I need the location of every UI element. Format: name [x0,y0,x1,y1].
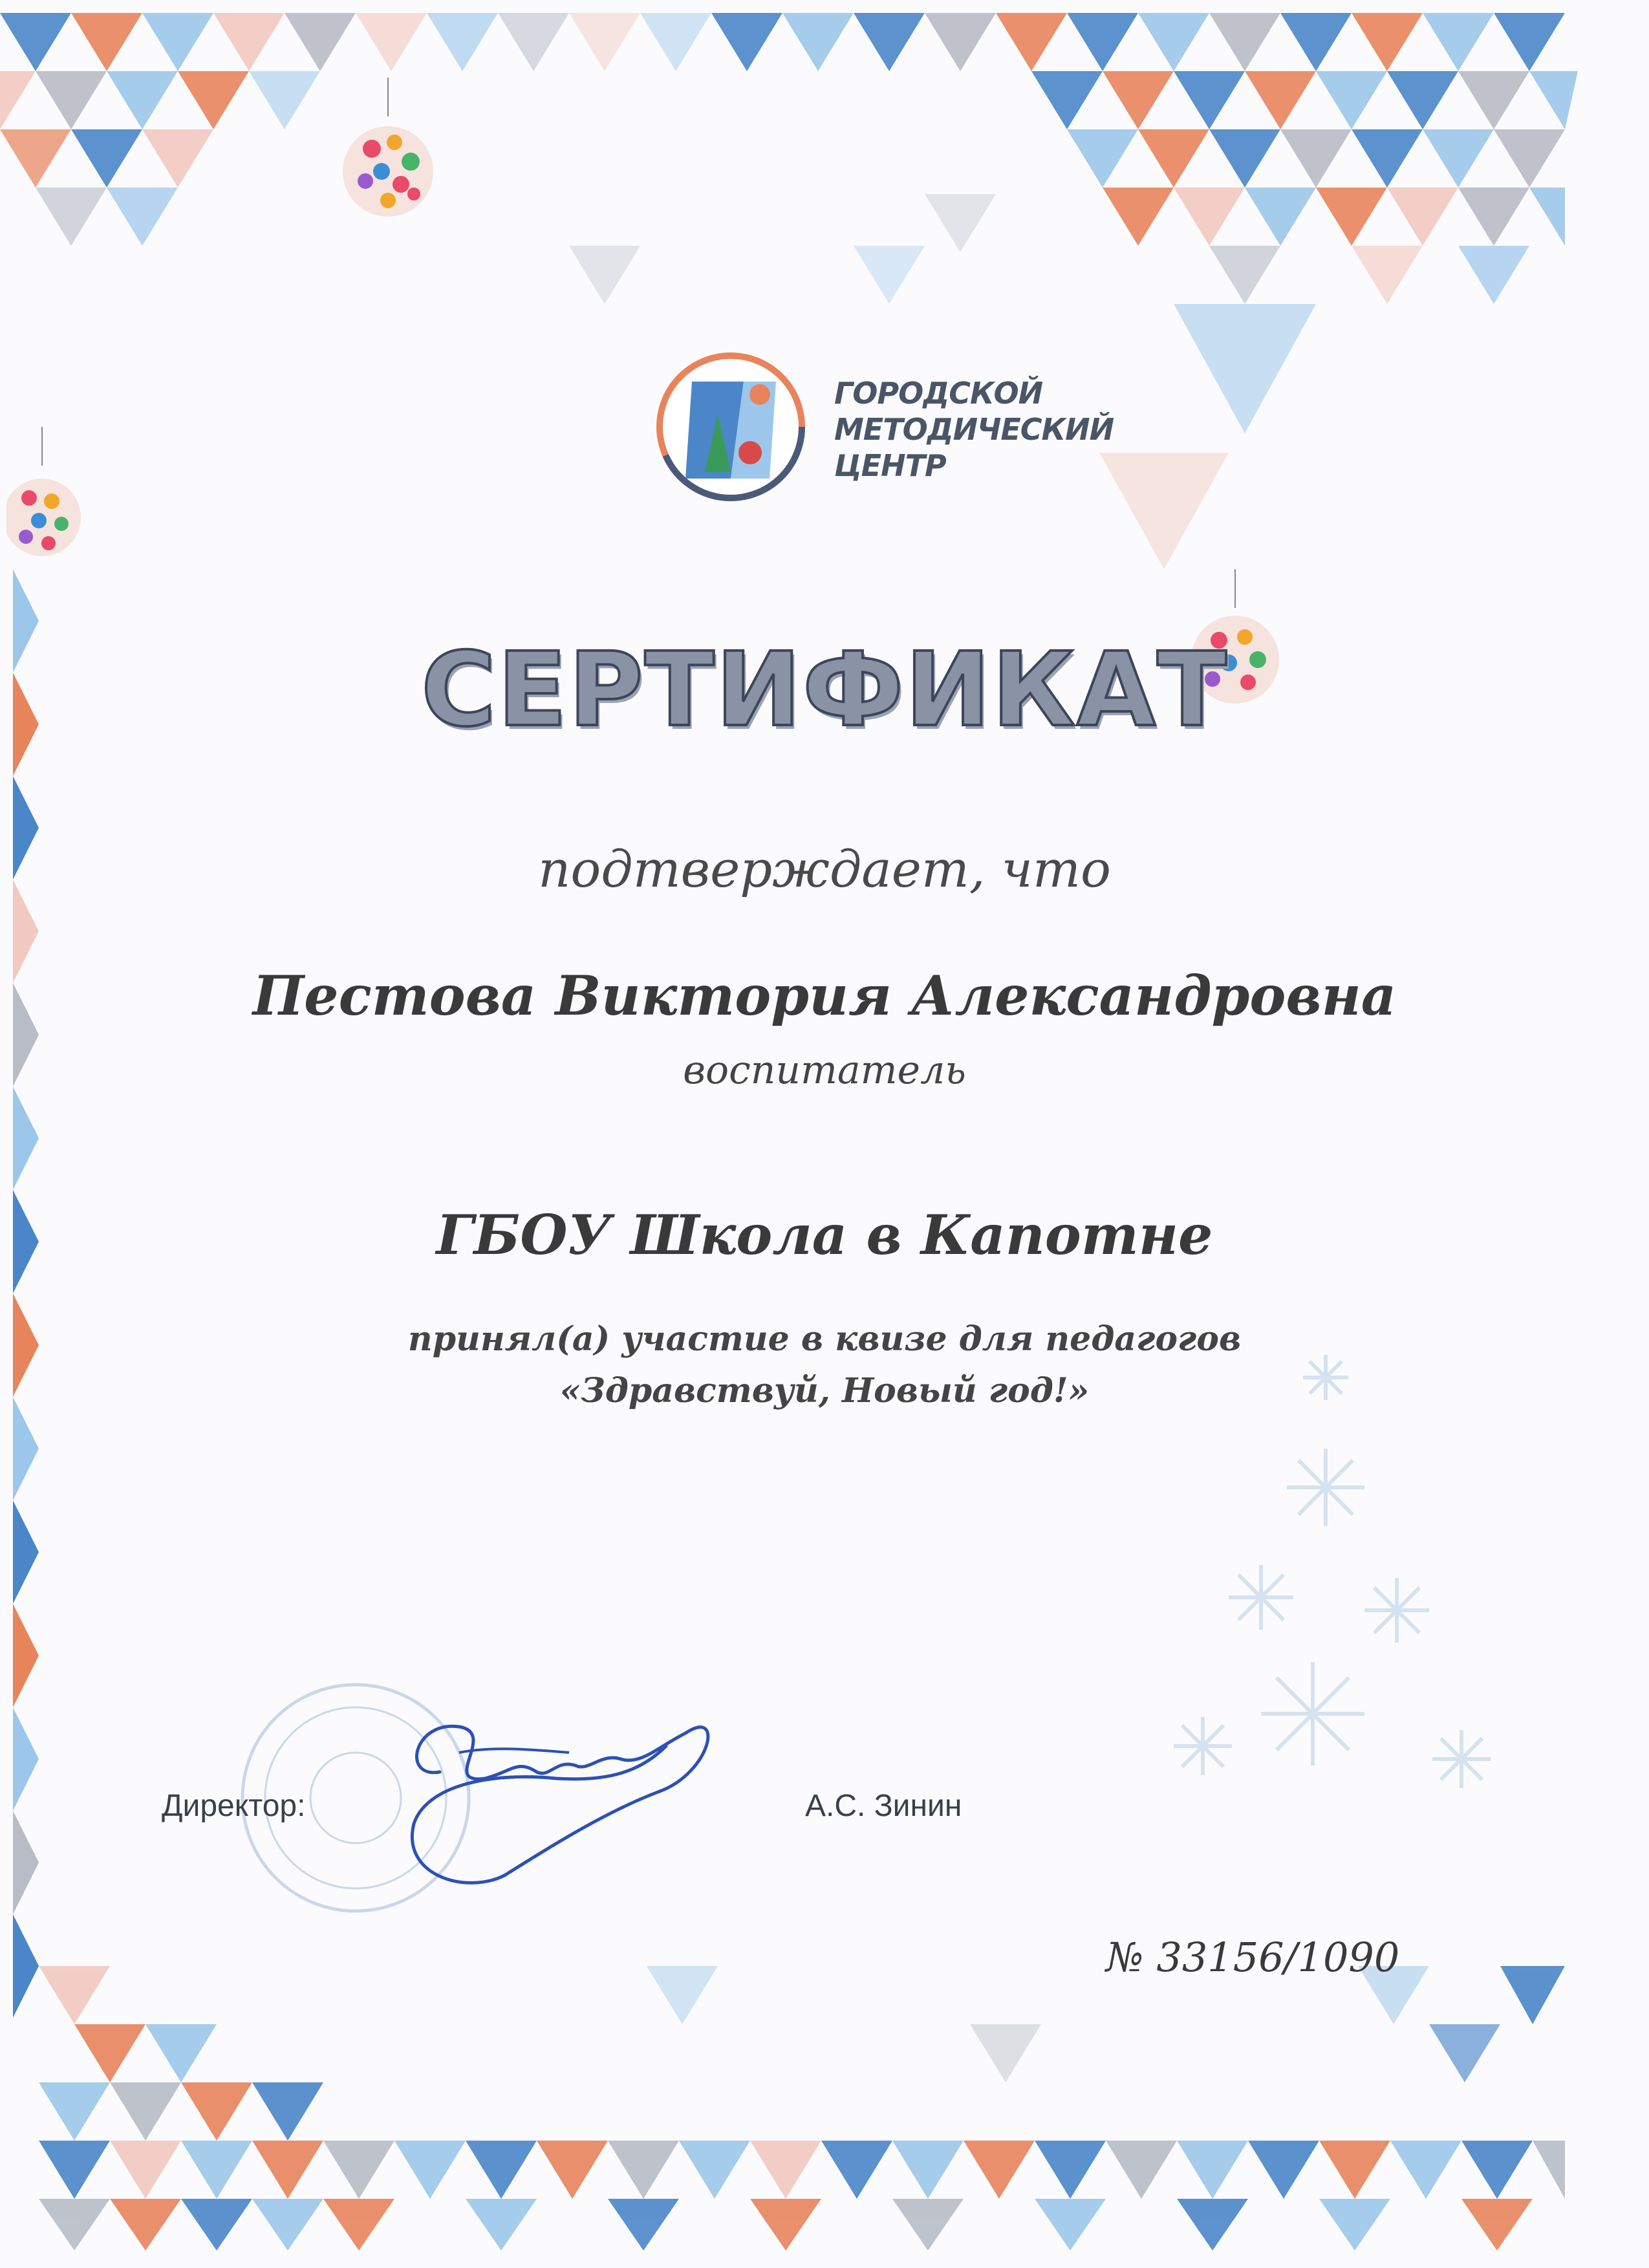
event-title: «Здравствуй, Новый год!» [559,1371,1090,1410]
certificate-number: № 33156/1090 [1106,1934,1400,1981]
confirm-text: подтверждает, что [538,841,1111,899]
logo-emblem-icon [647,343,815,511]
signature-label: Директор: [162,1789,306,1823]
logo-line-2: МЕТОДИЧЕСКИЙ [834,412,1114,447]
logo-line-3: ЦЕНТР [834,448,946,483]
logo-line-1: ГОРОДСКОЙ [834,376,1043,411]
logo-text [834,375,1114,484]
christmas-ball-icon [336,78,440,226]
recipient-position: воспитатель [683,1048,966,1093]
director-name: А.С. Зинин [805,1789,962,1823]
christmas-ball-icon [6,427,91,576]
snowflake-tree-decoration [1099,1196,1552,1972]
certificate-title: СЕРТИФИКАТ [421,631,1228,750]
handwritten-signature-icon [362,1681,782,1888]
organization-logo [647,343,1114,511]
recipient-organization: ГБОУ Школа в Капотне [436,1203,1213,1267]
recipient-name: Пестова Виктория Александровна [252,964,1397,1028]
event-description: принял(а) участие в квизе для педагогов [407,1319,1242,1359]
